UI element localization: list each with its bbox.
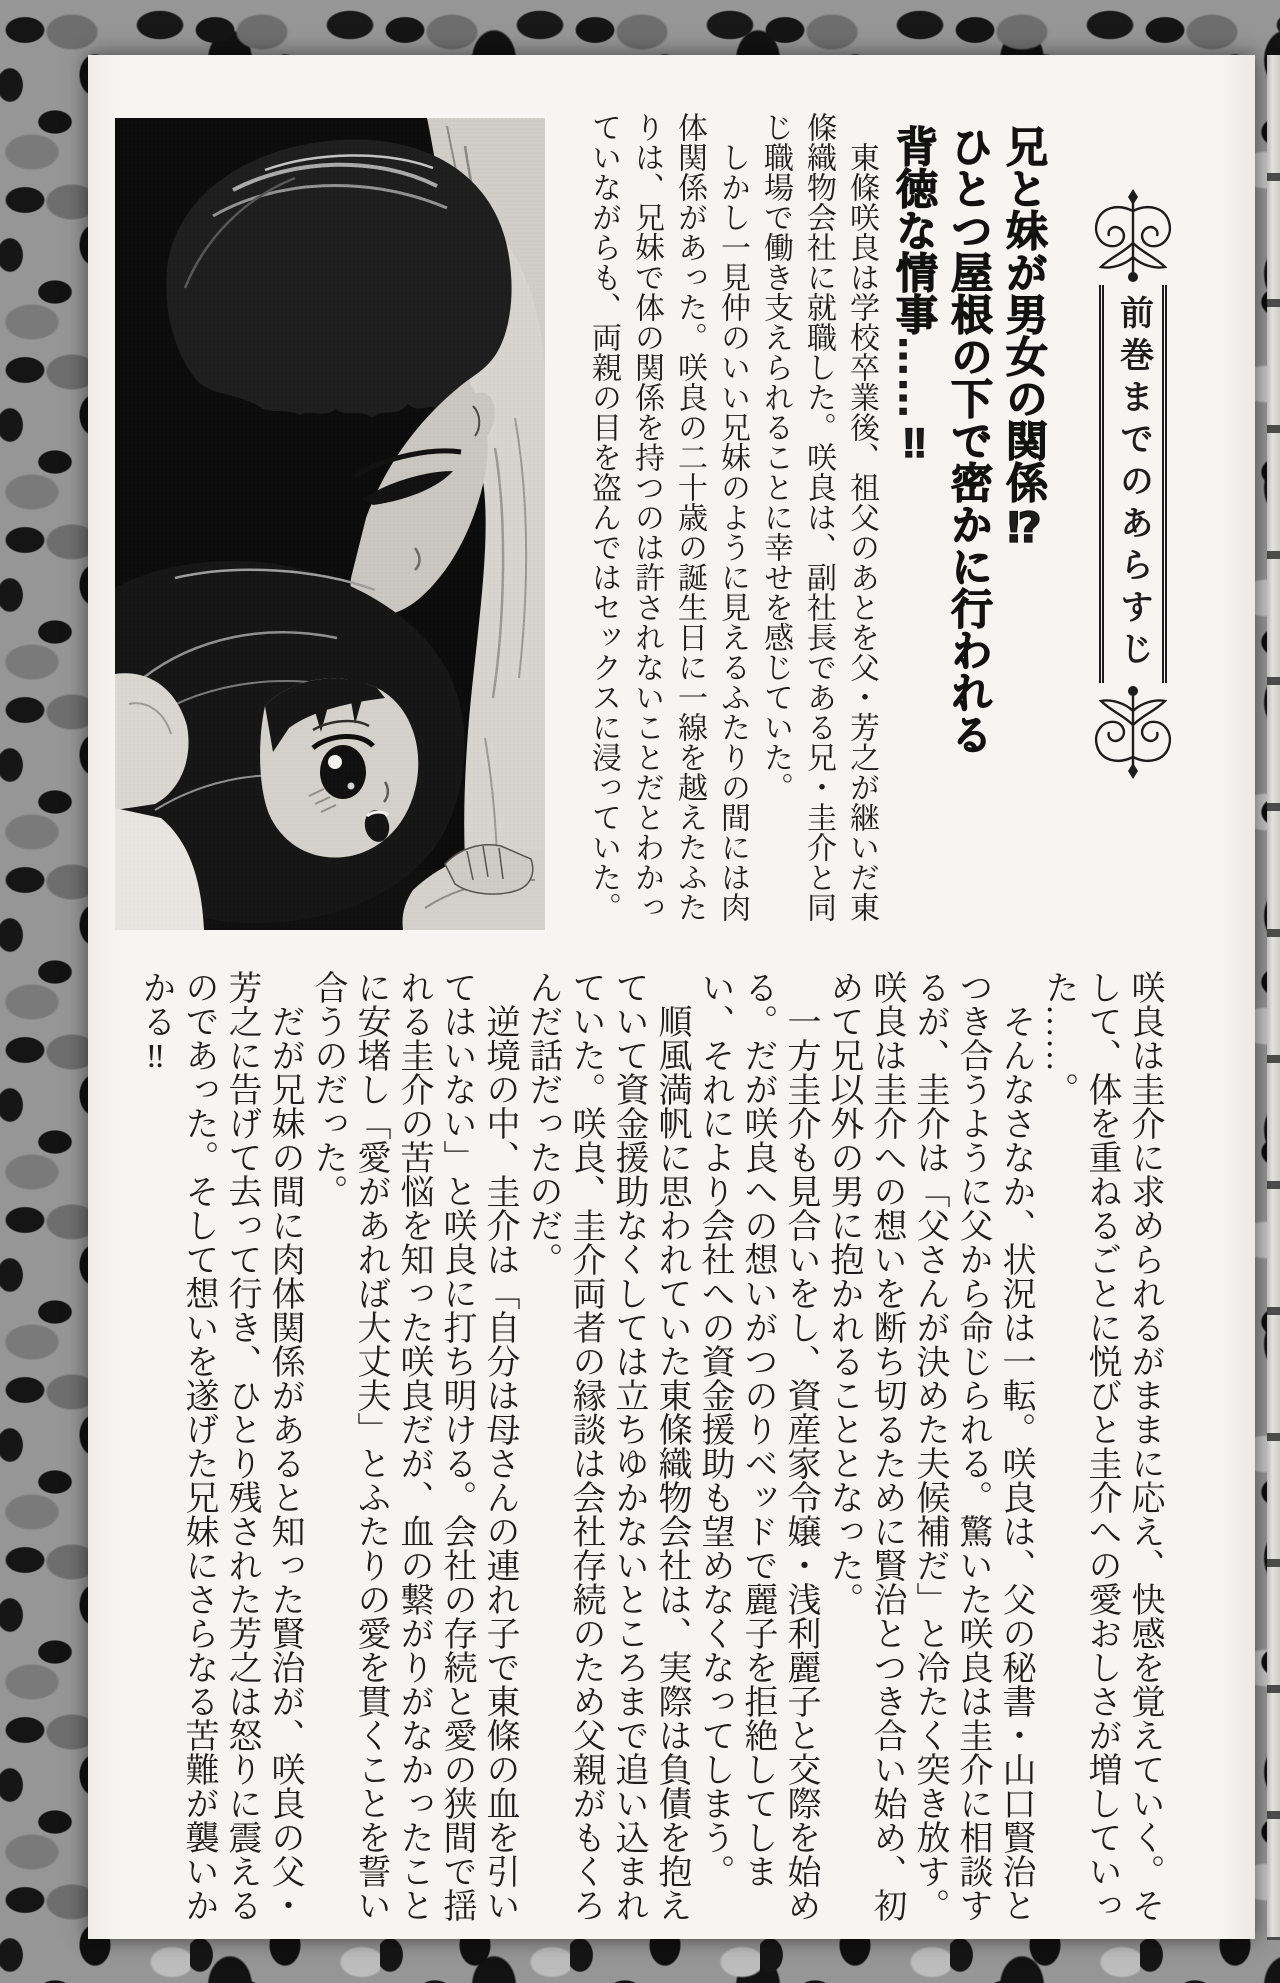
synopsis-paragraph: 咲良は圭介に求められるがままに応え、快感を覚えていく。そして、体を重ねるごとに悦びと圭介への愛おしさが増していった……。 [1040, 970, 1163, 1922]
manga-illustration [115, 118, 545, 930]
synopsis-paragraph: 逆境の中、圭介は「自分は母さんの連れ子で東條の血を引いてはいない」と咲良に打ち明ける。会社の存続と愛の狭間で揺れる圭介の苦悩を知った咲良だが、血の繋がりがなかったことに安堵し「愛があれば大丈夫」とふたりの愛を貫くことを誓い合うのだった。 [309, 970, 518, 1922]
synopsis-paragraph: 一方圭介も見合いをし、資産家令嬢・浅利麗子と交際を始める。だが咲良への想いがつのりベッドで麗子を拒絶してしまい、それにより会社への資金援助も望めなくなってしまう。 [696, 970, 819, 1922]
synopsis-paragraph: ひとつ屋根の下で密かに行われる [946, 125, 993, 755]
synopsis-paragraph: そんなさなか、状況は一転。咲良は、父の秘書・山口賢治とつき合うように父から命じられる。驚いた咲良は圭介に相談するが、圭介は「父さんが決めた夫候補だ」と冷たく突き放す。咲良は圭介への想いを断ち切るために賢治とつき合い始め、初めて兄以外の男に抱かれることとなった。 [825, 970, 1034, 1922]
synopsis-paragraph: 順風満帆に思われていた東條織物会社は、実際は負債を抱えていて資金援助なくしては立ちゆかないところまで追い込まれていた。咲良、圭介両者の縁談は会社存続のため父親がもくろんだ話だったのだ。 [524, 970, 690, 1922]
scroll-ornament-top-icon [1083, 181, 1183, 285]
synopsis-paragraph: しかし一見仲のいい兄妹のように見えるふたりの間には肉体関係があった。咲良の二十歳の誕生日に一線を越えたふたりは、兄妹で体の関係を持つのは許されないことだとわかっていながらも、両親の目を盗んではセックスに浸っていた。 [587, 112, 749, 922]
synopsis-paragraph: だが兄妹の間に肉体関係があると知った賢治が、咲良の父・芳之に告げて去って行き、ひとり残された芳之は怒りに震えるのであった。そして想いを遂げた兄妹にさらなる苦難が襲いかかる‼ [137, 970, 303, 1922]
synopsis-page [88, 55, 1255, 1939]
scroll-ornament-bottom-icon [1083, 683, 1183, 787]
headline [886, 125, 1052, 789]
synopsis-upper-text [581, 112, 883, 924]
synopsis-paragraph: 兄と妹が男女の関係⁉ [1001, 125, 1048, 552]
book-page-edge [1267, 55, 1280, 1940]
synopsis-paragraph: 東條咲良は学校卒業後、祖父のあとを父・芳之が継いだ東條織物会社に就職した。咲良は、副社長である兄・圭介と同じ職場で働き支えられることに幸せを感じていた。 [759, 112, 878, 922]
manga-illustration-art [115, 118, 545, 930]
summary-title-box [1083, 181, 1183, 787]
title-box-body [1099, 285, 1167, 683]
synopsis-lower-text [133, 970, 1166, 1925]
summary-title: 前巻までのあらすじ [1114, 295, 1152, 673]
synopsis-paragraph: 背徳な情事……‼ [891, 125, 938, 466]
